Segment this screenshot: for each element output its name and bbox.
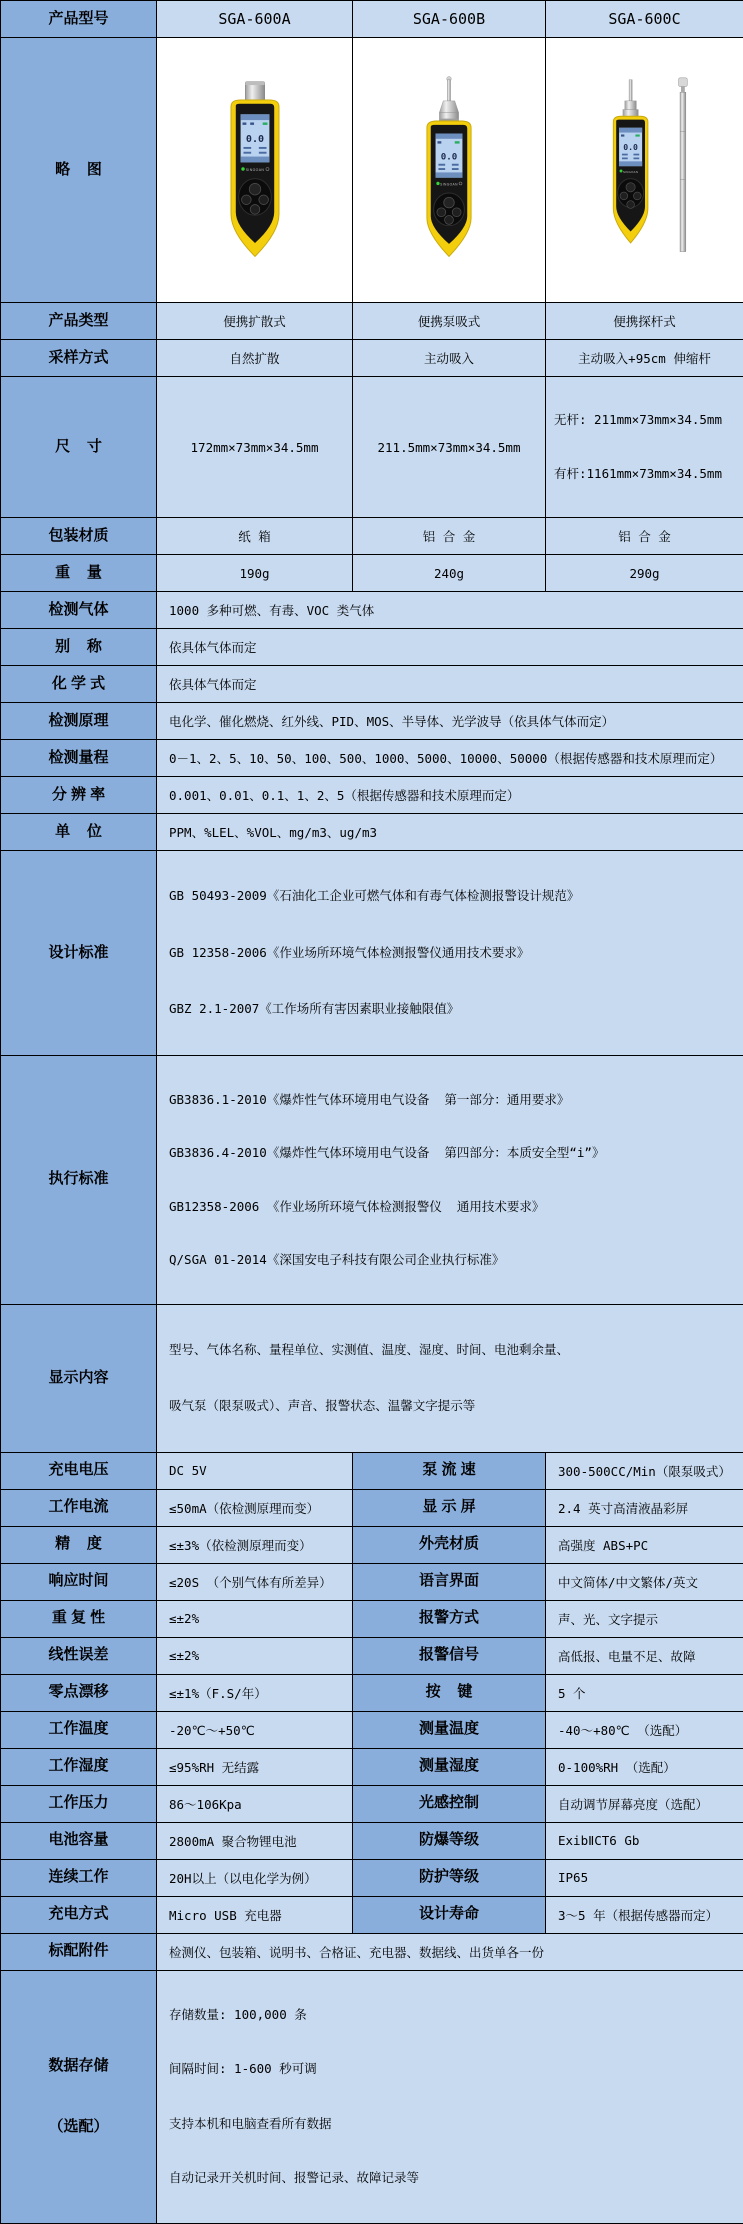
- spec-value-a: 便携扩散式: [157, 303, 353, 340]
- row-working-humidity-measuring-humidity: [1, 1748, 743, 1785]
- row-repeatability-alarm-mode: [1, 1600, 743, 1637]
- row-label-sketch: 略 图: [1, 38, 157, 303]
- spec-value: 2.4 英寸高清液晶彩屏: [546, 1489, 743, 1526]
- spec-label: 重 复 性: [1, 1600, 157, 1637]
- row-accuracy-housing-material: [1, 1526, 743, 1563]
- text-line: GBZ 2.1-2007《工作场所有害因素职业接触限值》: [169, 996, 737, 1023]
- row-charging-method-design-life: [1, 1896, 743, 1933]
- spec-value-b: 240g: [353, 555, 546, 592]
- model-name-c: SGA-600C: [546, 1, 743, 38]
- text-line: 支持本机和电脑查看所有数据: [169, 2112, 737, 2137]
- spec-value: 检测仪、包装箱、说明书、合格证、充电器、数据线、出货单各一份: [157, 1933, 743, 1970]
- text-line: 数据存储: [2, 2056, 155, 2076]
- spec-value: 0－1、2、5、10、50、100、500、1000、5000、10000、50000（根据传感器和技术原理而定）: [157, 740, 743, 777]
- row-packaging: [1, 518, 743, 555]
- spec-value-a: 172mm×73mm×34.5mm: [157, 377, 353, 518]
- spec-label: 充电电压: [1, 1452, 157, 1489]
- spec-value-b: 便携泵吸式: [353, 303, 546, 340]
- spec-value-b: 主动吸入: [353, 340, 546, 377]
- spec-value: ≤±3%（依检测原理而变）: [157, 1526, 353, 1563]
- spec-label: 采样方式: [1, 340, 157, 377]
- spec-value: 0-100%RH （选配）: [546, 1748, 743, 1785]
- spec-value: [157, 1055, 743, 1304]
- battery-icon: [635, 134, 639, 136]
- device-c-illustration: [580, 74, 710, 266]
- row-detection-range: [1, 740, 743, 777]
- spec-value: ≤±2%: [157, 1637, 353, 1674]
- spec-label: 工作湿度: [1, 1748, 157, 1785]
- spec-value: [157, 1304, 743, 1452]
- spec-value: IP65: [546, 1859, 743, 1896]
- row-alias: [1, 629, 743, 666]
- spec-label: 尺 寸: [1, 377, 157, 518]
- spec-label: 标配附件: [1, 1933, 157, 1970]
- row-working-pressure-light-control: [1, 1785, 743, 1822]
- spec-label: 产品类型: [1, 303, 157, 340]
- spec-value-a: 纸 箱: [157, 518, 353, 555]
- spec-label: 泵 流 速: [353, 1452, 546, 1489]
- row-data-storage: [1, 1970, 743, 2223]
- row-execution-standards: [1, 1055, 743, 1304]
- spec-label: 外壳材质: [353, 1526, 546, 1563]
- led-indicator: [241, 167, 244, 170]
- model-name-b: SGA-600B: [353, 1, 546, 38]
- telescopic-rod: [680, 92, 686, 251]
- spec-value: 中文简体/中文繁体/英文: [546, 1563, 743, 1600]
- text-line: GB12358-2006 《作业场所环境气体检测报警仪 通用技术要求》: [169, 1195, 737, 1219]
- text-line: （选配）: [2, 2117, 155, 2137]
- spec-value: -40～+80℃ （选配）: [546, 1711, 743, 1748]
- spec-value: 3～5 年（根据传感器而定）: [546, 1896, 743, 1933]
- spec-label: 别 称: [1, 629, 157, 666]
- device-image-cell-c: [546, 38, 743, 303]
- row-linearity-alarm-signal: [1, 1637, 743, 1674]
- spec-label: 防爆等级: [353, 1822, 546, 1859]
- spec-label: 显示内容: [1, 1304, 157, 1452]
- row-standard-accessories: [1, 1933, 743, 1970]
- spec-value: 高低报、电量不足、故障: [546, 1637, 743, 1674]
- spec-value: 高强度 ABS+PC: [546, 1526, 743, 1563]
- brand-text: SINGOAN: [440, 182, 458, 186]
- spec-label: 重 量: [1, 555, 157, 592]
- device-image-cell-a: [157, 38, 353, 303]
- spec-label: 测量温度: [353, 1711, 546, 1748]
- spec-value: 依具体气体而定: [157, 629, 743, 666]
- row-sampling-method: [1, 340, 743, 377]
- spec-label: 连续工作: [1, 1859, 157, 1896]
- led-indicator: [436, 182, 439, 185]
- probe-rod: [447, 80, 450, 101]
- sketch-row: [1, 38, 743, 303]
- brand-text: SINGOAN: [622, 170, 637, 174]
- text-line: 有杆:1161mm×73mm×34.5mm: [554, 462, 742, 486]
- battery-icon: [262, 122, 267, 124]
- spec-label: 检测量程: [1, 740, 157, 777]
- spec-value: DC 5V: [157, 1452, 353, 1489]
- row-continuous-work-protection-rating: [1, 1859, 743, 1896]
- spec-label: 报警方式: [353, 1600, 546, 1637]
- row-detected-gas: [1, 592, 743, 629]
- spec-value-c: 便携探杆式: [546, 303, 743, 340]
- spec-label: 检测气体: [1, 592, 157, 629]
- row-dimensions: [1, 377, 743, 518]
- spec-value: 300-500CC/Min（限泵吸式）: [546, 1452, 743, 1489]
- spec-label: 测量湿度: [353, 1748, 546, 1785]
- spec-label: 零点漂移: [1, 1674, 157, 1711]
- spec-value-c: [546, 377, 743, 518]
- spec-label: 分 辨 率: [1, 777, 157, 814]
- spec-label: 线性误差: [1, 1637, 157, 1674]
- spec-label: 按 键: [353, 1674, 546, 1711]
- spec-value: ≤20S （个别气体有所差异）: [157, 1563, 353, 1600]
- brand-text: SINGOAN: [245, 168, 264, 172]
- spec-value: 2800mA 聚合物锂电池: [157, 1822, 353, 1859]
- spec-value: 电化学、催化燃烧、红外线、PID、MOS、半导体、光学波导（依具体气体而定）: [157, 703, 743, 740]
- spec-value-b: 211.5mm×73mm×34.5mm: [353, 377, 546, 518]
- spec-label: 精 度: [1, 1526, 157, 1563]
- spec-label: 工作压力: [1, 1785, 157, 1822]
- spec-value: 0.001、0.01、0.1、1、2、5（根据传感器和技术原理而定）: [157, 777, 743, 814]
- spec-value: 86～106Kpa: [157, 1785, 353, 1822]
- text-line: 无杆: 211mm×73mm×34.5mm: [554, 408, 742, 432]
- spec-label: 工作温度: [1, 1711, 157, 1748]
- spec-label: 电池容量: [1, 1822, 157, 1859]
- row-working-current-display-screen: [1, 1489, 743, 1526]
- text-line: 自动记录开关机时间、报警记录、故障记录等: [169, 2166, 737, 2191]
- row-detection-principle: [1, 703, 743, 740]
- spec-value: PPM、%LEL、%VOL、mg/m3、ug/m3: [157, 814, 743, 851]
- row-charge-voltage-pump-flow: [1, 1452, 743, 1489]
- spec-label: 单 位: [1, 814, 157, 851]
- spec-value: 5 个: [546, 1674, 743, 1711]
- row-chemical-formula: [1, 666, 743, 703]
- text-line: GB 50493-2009《石油化工企业可燃气体和有毒气体检测报警设计规范》: [169, 883, 737, 910]
- spec-value: 20H以上（以电化学为例）: [157, 1859, 353, 1896]
- spec-label: 化 学 式: [1, 666, 157, 703]
- spec-value: 自动调节屏幕亮度（选配）: [546, 1785, 743, 1822]
- spec-value-c: 290g: [546, 555, 743, 592]
- row-product-type: [1, 303, 743, 340]
- row-battery-explosion-proof: [1, 1822, 743, 1859]
- text-line: Q/SGA 01-2014《深国安电子科技有限公司企业执行标准》: [169, 1248, 737, 1272]
- model-name-a: SGA-600A: [157, 1, 353, 38]
- row-zero-drift-buttons: [1, 1674, 743, 1711]
- spec-value: ≤±1%（F.S/年）: [157, 1674, 353, 1711]
- spec-label: 包装材质: [1, 518, 157, 555]
- spec-value-a: 自然扩散: [157, 340, 353, 377]
- spec-value: [157, 851, 743, 1056]
- spec-label: 防护等级: [353, 1859, 546, 1896]
- row-weight: [1, 555, 743, 592]
- probe-rod: [629, 80, 632, 101]
- spec-value: [157, 1970, 743, 2223]
- spec-label: 充电方式: [1, 1896, 157, 1933]
- spec-label: 检测原理: [1, 703, 157, 740]
- spec-value-c: 主动吸入+95cm 伸缩杆: [546, 340, 743, 377]
- row-resolution: [1, 777, 743, 814]
- text-line: 型号、气体名称、量程单位、实测值、温度、湿度、时间、电池剩余量、: [169, 1337, 737, 1364]
- spec-value-c: 铝 合 金: [546, 518, 743, 555]
- screen-reading: 0.0: [623, 142, 638, 152]
- spec-label: 工作电流: [1, 1489, 157, 1526]
- row-units: [1, 814, 743, 851]
- spec-value: 声、光、文字提示: [546, 1600, 743, 1637]
- spec-label: 执行标准: [1, 1055, 157, 1304]
- header-row: [1, 1, 743, 38]
- spec-value: -20℃～+50℃: [157, 1711, 353, 1748]
- device-b-illustration: [384, 74, 514, 266]
- spec-label: 报警信号: [353, 1637, 546, 1674]
- battery-icon: [455, 141, 460, 143]
- spec-label: 设计标准: [1, 851, 157, 1056]
- row-label-product-model: 产品型号: [1, 1, 157, 38]
- text-line: 存储数量: 100,000 条: [169, 2003, 737, 2028]
- spec-label: 语言界面: [353, 1563, 546, 1600]
- screen-reading: 0.0: [441, 152, 457, 162]
- spec-label: 响应时间: [1, 1563, 157, 1600]
- text-line: GB 12358-2006《作业场所环境气体检测报警仪通用技术要求》: [169, 940, 737, 967]
- device-a-illustration: [190, 74, 320, 266]
- row-response-time-language: [1, 1563, 743, 1600]
- text-line: GB3836.1-2010《爆炸性气体环境用电气设备 第一部分：通用要求》: [169, 1088, 737, 1112]
- spec-value: ≤50mA（依检测原理而变）: [157, 1489, 353, 1526]
- spec-value: Micro USB 充电器: [157, 1896, 353, 1933]
- spec-value: ≤±2%: [157, 1600, 353, 1637]
- row-display-content: [1, 1304, 743, 1452]
- spec-value-a: 190g: [157, 555, 353, 592]
- spec-label: [1, 1970, 157, 2223]
- text-line: 吸气泵（限泵吸式）、声音、报警状态、温馨文字提示等: [169, 1393, 737, 1420]
- device-image-cell-b: [353, 38, 546, 303]
- text-line: 间隔时间: 1-600 秒可调: [169, 2057, 737, 2082]
- spec-value: 依具体气体而定: [157, 666, 743, 703]
- row-working-temp-measuring-temp: [1, 1711, 743, 1748]
- text-line: GB3836.4-2010《爆炸性气体环境用电气设备 第四部分：本质安全型“i”》: [169, 1141, 737, 1165]
- spec-value: 1000 多种可燃、有毒、VOC 类气体: [157, 592, 743, 629]
- spec-value: ≤95%RH 无结露: [157, 1748, 353, 1785]
- spec-label: 显 示 屏: [353, 1489, 546, 1526]
- screen-reading: 0.0: [245, 134, 263, 145]
- spec-value-b: 铝 合 金: [353, 518, 546, 555]
- row-design-standards: [1, 851, 743, 1056]
- telescopic-rod-tip: [678, 78, 687, 87]
- spec-label: 设计寿命: [353, 1896, 546, 1933]
- spec-value: ExibⅡCT6 Gb: [546, 1822, 743, 1859]
- spec-label: 光感控制: [353, 1785, 546, 1822]
